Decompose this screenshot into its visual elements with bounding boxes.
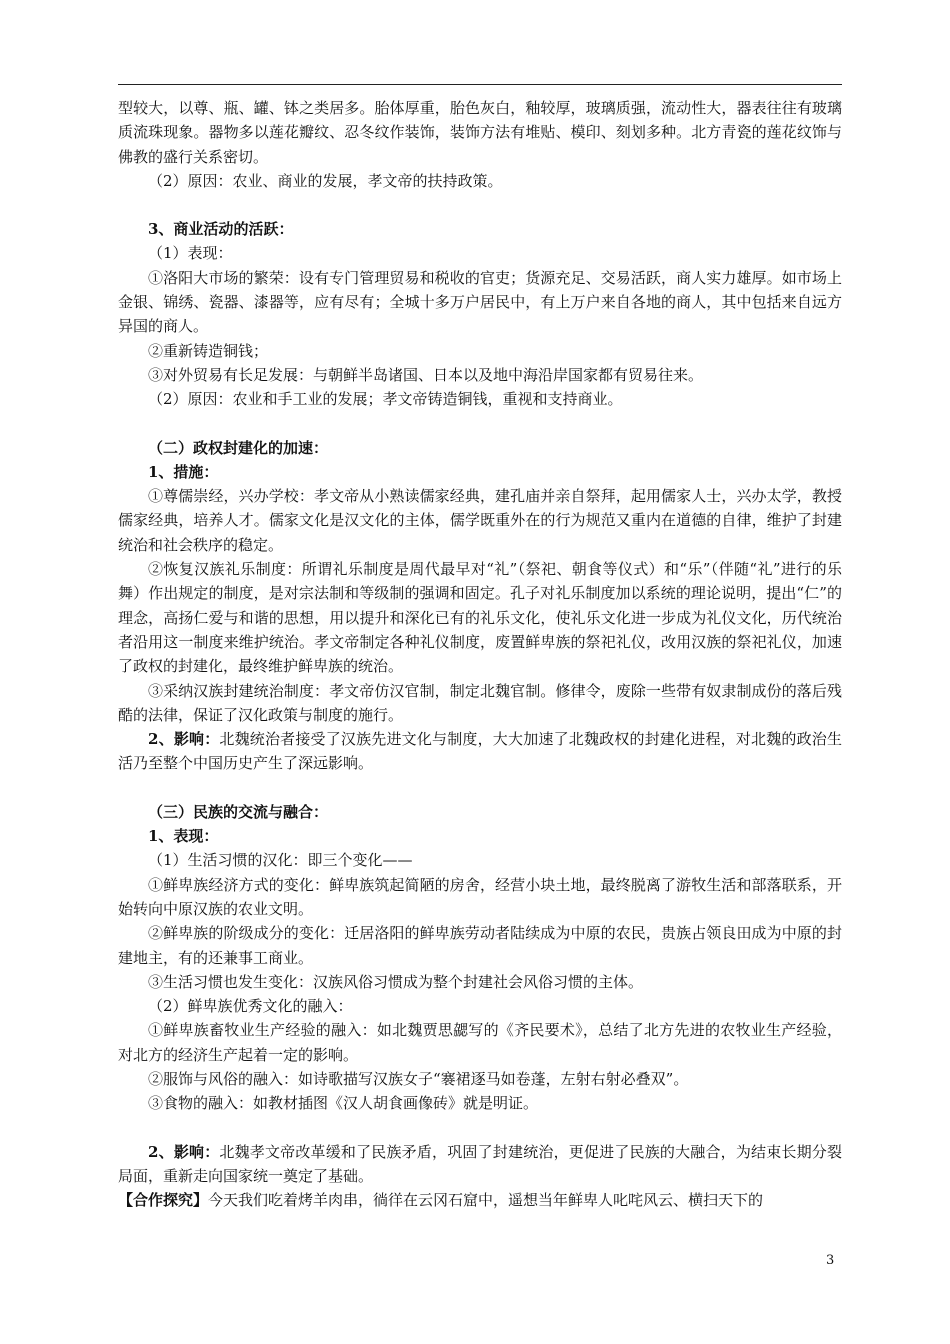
paragraph-porcelain-cont: 型较大，以尊、瓶、罐、钵之类居多。胎体厚重，胎色灰白，釉较厚，玻璃质强，流动性大，器表往往有玻璃质流珠现象。器物多以莲花瓣纹、忍冬纹作装饰，装饰方法有堆贴、模印、刻划多种。北方青瓷的莲花纹饰与佛教的盛行关系密切。 xyxy=(118,99,842,166)
paragraph-handicraft-reason: （2）原因：农业、商业的发展，孝文帝的扶持政策。 xyxy=(148,171,503,190)
inquiry-label: 【合作探究】 xyxy=(118,1191,209,1210)
paragraph-food: ③食物的融入：如教材插图《汉人胡食画像砖》就是明证。 xyxy=(148,1094,539,1113)
impact-text: 北魏孝文帝改革缓和了民族矛盾，巩固了封建统治，更促进了民族的大融合，为结束长期分裂局面，重新走向国家统一奠定了基础。 xyxy=(118,1142,842,1185)
inquiry-text: 今天我们吃着烤羊肉串，徜徉在云冈石窟中，遥想当年鲜卑人叱咤风云、横扫天下的 xyxy=(208,1191,764,1210)
paragraph-husbandry: ①鲜卑族畜牧业生产经验的融入：如北魏贾思勰写的《齐民要术》，总结了北方先进的农牧业生产经验，对北方的经济生产起着一定的影响。 xyxy=(118,1021,842,1064)
paragraph-confucianism: ①尊儒崇经，兴办学校：孝文帝从小熟读儒家经典，建孔庙并亲自祭拜，起用儒家人士，兴办太学，教授儒家经典，培养人才。儒家文化是汉文化的主体，儒学既重外在的行为规范又重内在道德的自律，维护了封建统治和社会秩序的稳定。 xyxy=(118,487,842,554)
header-rule xyxy=(118,84,842,85)
impact-label: 2、影响： xyxy=(148,1142,220,1161)
heading-commerce: 3、商业活动的活跃： xyxy=(148,220,294,239)
heading-measures: 1、措施： xyxy=(148,462,219,481)
paragraph-commerce-manifest: （1）表现： xyxy=(148,244,233,263)
paragraph-feudal-system: ③采纳汉族封建统治制度：孝文帝仿汉官制，制定北魏官制。修律令，废除一些带有奴隶制成份的落后残酷的法律，保证了汉化政策与制度的施行。 xyxy=(118,681,842,724)
paragraph-cooperative-inquiry xyxy=(118,1188,842,1212)
heading-feudalization: （二）政权封建化的加速： xyxy=(148,438,329,457)
page-body xyxy=(118,96,842,1212)
paragraph-clothing: ②服饰与风俗的融入：如诗歌描写汉族女子“褰裙逐马如卷蓬，左射右射必叠双”。 xyxy=(148,1069,689,1088)
paragraph-economy-change: ①鲜卑族经济方式的变化：鲜卑族筑起简陋的房舍，经营小块土地，最终脱离了游牧生活和部落联系，开始转向中原汉族的农业文明。 xyxy=(118,875,842,918)
paragraph-luoyang-market: ①洛阳大市场的繁荣：设有专门管理贸易和税收的官吏；货源充足、交易活跃，商人实力雄厚。如市场上金银、锦绣、瓷器、漆器等，应有尽有；全城十多万户居民中，有上万户来自各地的商人，其中包括来自远方异国的商人。 xyxy=(118,268,842,336)
impact-label: 2、影响： xyxy=(148,730,220,749)
paragraph-reform-impact xyxy=(118,1140,842,1189)
paragraph-custom-change: ③生活习惯也发生变化：汉族风俗习惯成为整个封建社会风俗习惯的主体。 xyxy=(148,972,644,991)
heading-ethnic-fusion: （三）民族的交流与融合： xyxy=(148,802,329,821)
paragraph-foreign-trade: ③对外贸易有长足发展：与朝鲜半岛诸国、日本以及地中海沿岸国家都有贸易往来。 xyxy=(148,365,704,384)
paragraph-copper-coins: ②重新铸造铜钱； xyxy=(148,341,269,360)
paragraph-xianbei-culture: （2）鲜卑族优秀文化的融入： xyxy=(148,997,353,1016)
heading-manifestation: 1、表现： xyxy=(148,827,219,846)
paragraph-commerce-reason: （2）原因：农业和手工业的发展；孝文帝铸造铜钱，重视和支持商业。 xyxy=(148,390,623,409)
paragraph-sinicization: （1）生活习惯的汉化：即三个变化—— xyxy=(148,851,413,870)
paragraph-class-change: ②鲜卑族的阶级成分的变化：迁居洛阳的鲜卑族劳动者陆续成为中原的农民，贵族占领良田成为中原的封建地主，有的还兼事工商业。 xyxy=(118,924,842,967)
page-number: 3 xyxy=(826,1253,835,1268)
paragraph-rites-music: ②恢复汉族礼乐制度：所谓礼乐制度是周代最早对“礼”（祭祀、朝食等仪式）和“乐”（伴随“礼”进行的乐舞）作出规定的制度，是对宗法制和等级制的强调和固定。孔子对礼乐制度加以系统的理论说明，提出“仁”的理念，高扬仁爱与和谐的思想，用以提升和深化已有的礼乐文化，使礼乐文化进一步成为礼仪文化，历代统治者沿用这一制度来维护统治。孝文帝制定各种礼仪制度，废置鲜卑族的祭祀礼仪，改用汉族的祭祀礼仪，加速了政权的封建化，最终维护鲜卑族的统治。 xyxy=(118,560,842,676)
impact-text: 北魏统治者接受了汉族先进文化与制度，大大加速了北魏政权的封建化进程，对北魏的政治生活乃至整个中国历史产生了深远影响。 xyxy=(118,730,842,773)
paragraph-feudalization-impact xyxy=(118,727,842,776)
